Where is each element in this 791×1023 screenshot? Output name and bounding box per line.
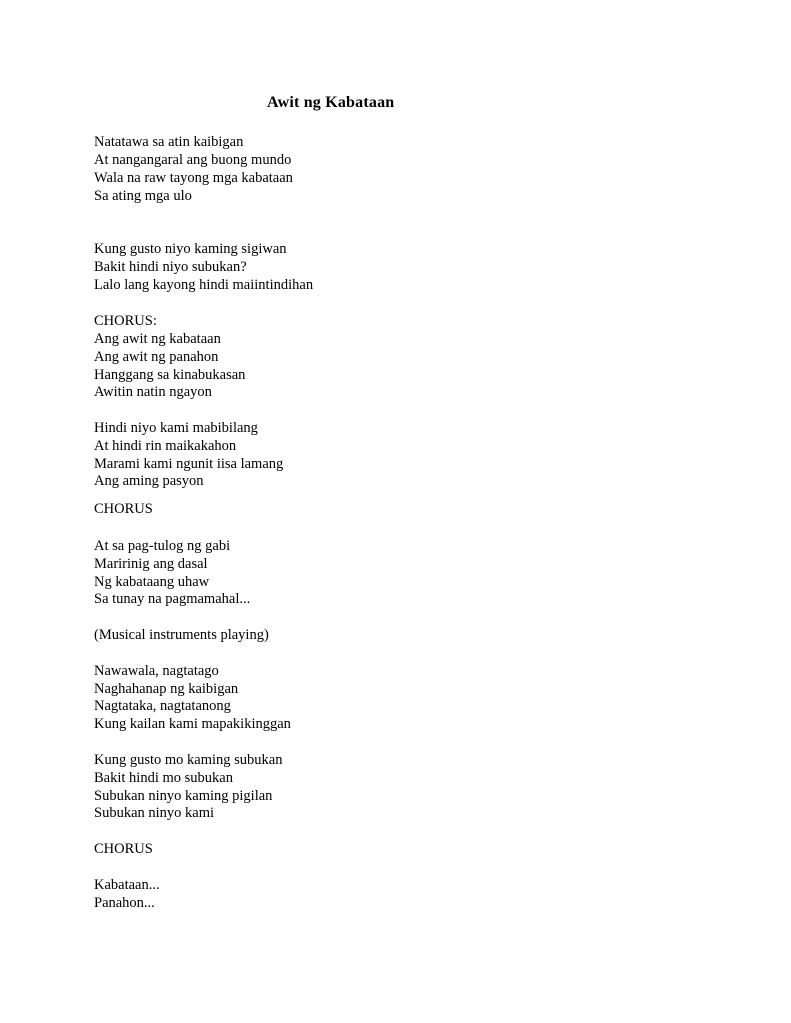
page-title: Awit ng Kabataan <box>267 94 395 111</box>
lyric-line: Kung gusto mo kaming subukan <box>94 752 283 768</box>
lyric-line: Lalo lang kayong hindi maiintindihan <box>94 277 314 293</box>
lyric-line: Nawawala, nagtatago <box>94 663 219 679</box>
lyric-line: Nagtataka, nagtatanong <box>94 698 231 714</box>
lyric-line: Ang aming pasyon <box>94 473 204 489</box>
lyric-line: Natatawa sa atin kaibigan <box>94 134 244 150</box>
lyric-line: At hindi rin maikakahon <box>94 438 237 454</box>
lyric-line: Kabataan... <box>94 877 160 893</box>
lyric-line: Marami kami ngunit iisa lamang <box>94 456 284 472</box>
lyric-line: Bakit hindi mo subukan <box>94 770 233 786</box>
lyric-line: Sa ating mga ulo <box>94 188 192 204</box>
lyric-line: Panahon... <box>94 895 155 911</box>
lyric-line: Wala na raw tayong mga kabataan <box>94 170 293 186</box>
lyric-line: Subukan ninyo kaming pigilan <box>94 788 273 804</box>
lyric-line: Ang awit ng kabataan <box>94 331 221 347</box>
lyric-line: Subukan ninyo kami <box>94 805 215 821</box>
instrumental-note: (Musical instruments playing) <box>94 627 269 643</box>
chorus-label: CHORUS: <box>94 313 157 329</box>
lyric-line: Sa tunay na pagmamahal... <box>94 591 251 607</box>
lyric-line: Awitin natin ngayon <box>94 384 212 400</box>
lyric-line: Ang awit ng panahon <box>94 349 219 365</box>
lyric-line: Maririnig ang dasal <box>94 556 208 572</box>
lyric-line: At sa pag-tulog ng gabi <box>94 538 231 554</box>
lyric-line: Ng kabataang uhaw <box>94 574 210 590</box>
lyric-line: Hindi niyo kami mabibilang <box>94 420 258 436</box>
lyric-line: Bakit hindi niyo subukan? <box>94 259 247 275</box>
lyric-line: Kung kailan kami mapakikinggan <box>94 716 291 732</box>
lyric-line: Hanggang sa kinabukasan <box>94 367 246 383</box>
lyric-line: At nangangaral ang buong mundo <box>94 152 292 168</box>
lyric-line: Naghahanap ng kaibigan <box>94 681 239 697</box>
chorus-label: CHORUS <box>94 841 153 857</box>
chorus-label: CHORUS <box>94 501 153 517</box>
lyric-line: Kung gusto niyo kaming sigiwan <box>94 241 287 257</box>
